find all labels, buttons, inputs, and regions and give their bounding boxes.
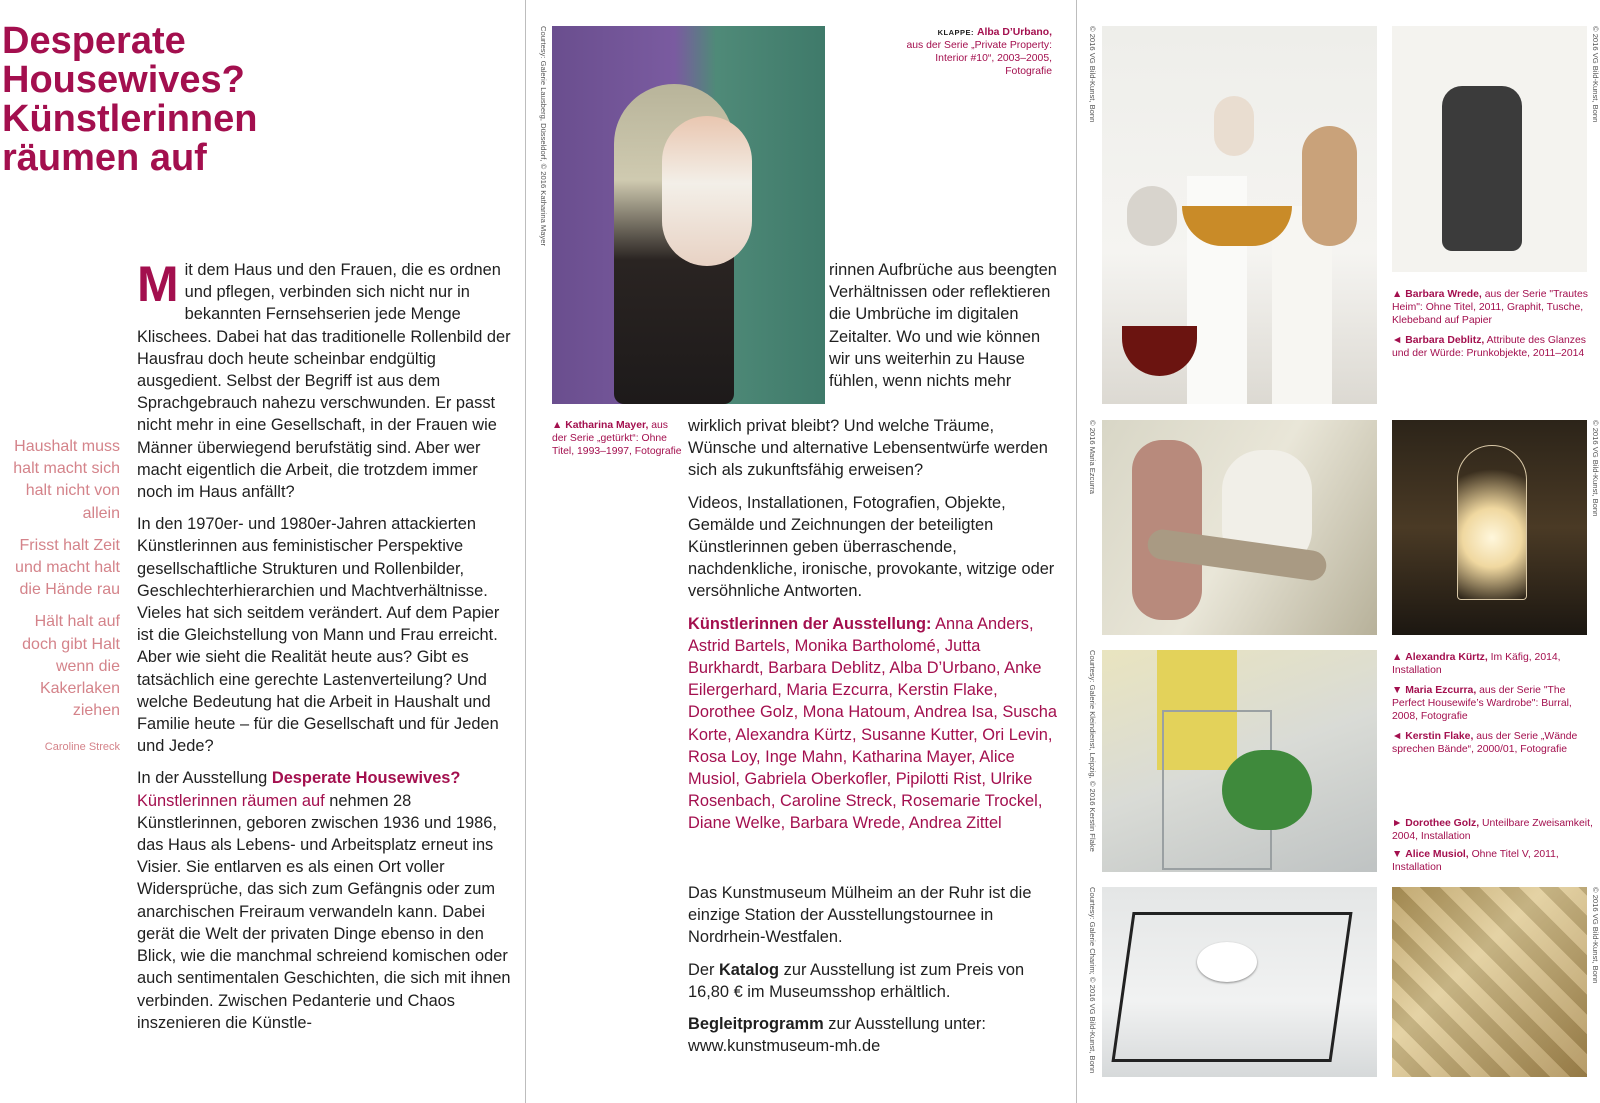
exhibition-subtitle: Künstlerinnen räumen auf: [137, 791, 325, 810]
photo-paint-can: [1222, 750, 1312, 830]
paragraph-text: Der: [688, 960, 719, 979]
pull-quote: Haushalt muss halt macht sich halt nicht von allein: [13, 438, 120, 522]
caption-artist-name: Alice Musiol,: [1405, 849, 1469, 860]
catalog-label: Katalog: [718, 960, 780, 979]
caption-item: [1392, 817, 1597, 843]
photo-kerstin-flake: [1102, 650, 1377, 872]
artists-paragraph: [688, 613, 1060, 835]
caption-artist-name: Kerstin Flake,: [1405, 731, 1474, 742]
article-paragraph-5: Das Kunstmuseum Mülheim an der Ruhr ist die einzige Station der Ausstellungstournee in Nordrhein-Westfalen.: [688, 884, 1032, 947]
article-column-2-bottom: [688, 882, 1060, 1067]
photo-maria-ezcurra: [1102, 420, 1377, 635]
photo-figure-child: [662, 116, 752, 266]
photo-credit: © 2016 VG Bild-Kunst, Bonn: [1591, 420, 1600, 517]
caption-text: Unteilbare Zweisamkeit, 2004, Installation: [1392, 818, 1593, 842]
artists-label: Künstlerinnen der Ausstellung:: [688, 614, 932, 633]
caption-text: aus der Serie "Trautes Heim": Ohne Titel, 2011, Graphit, Tusche, Klebeband auf Papier: [1392, 289, 1588, 326]
photo-barbara-deblitz: [1102, 26, 1377, 404]
caption-text: aus der Serie "The Perfect Housewife’s Wardrobe": Burral, 2008, Fotografie: [1392, 685, 1572, 722]
caption-marker-left-icon: ◄: [1392, 335, 1403, 346]
article-paragraph-6: [688, 959, 1060, 1003]
drop-cap: M: [137, 256, 179, 312]
caption-text: Attribute des Glanzes und der Würde: Prunkobjekte, 2011–2014: [1392, 335, 1586, 359]
photo-credit: Courtesy: Galerie Lausberg, Düsseldorf, © 2016 Katharina Mayer: [539, 26, 548, 247]
caption-artist-name: Barbara Deblitz,: [1405, 335, 1485, 346]
photo-dorothee-golz: [1102, 887, 1377, 1077]
caption-artist-name: Alexandra Kürtz,: [1405, 652, 1488, 663]
photo-barbara-wrede: [1392, 26, 1587, 272]
caption-marker-down-icon: ▼: [1392, 849, 1403, 860]
pull-quote: Hält halt auf doch gibt Halt wenn die Kakerlaken ziehen: [22, 613, 120, 720]
title-line-1: Desperate: [2, 20, 186, 62]
caption-mayer: [552, 419, 682, 458]
exhibition-title: Desperate Housewives?: [271, 769, 461, 788]
museum-url[interactable]: www.kunstmuseum-mh.de: [688, 1037, 881, 1056]
photo-table-frame: [1111, 912, 1352, 1062]
article-column-2: [688, 415, 1060, 845]
caption-marker-up-icon: ▲: [552, 420, 563, 431]
subtitle-line-2: räumen auf: [2, 137, 207, 179]
photo-alexandra-kurtz: [1392, 420, 1587, 635]
quote-author: Caroline Streck: [44, 741, 120, 754]
photo-object-bowl: [1122, 326, 1197, 376]
subtitle-line-1: Künstlerinnen: [2, 98, 258, 140]
pull-quote: Frisst halt Zeit und macht halt die Hände rau: [15, 536, 120, 599]
page-title: [2, 22, 257, 178]
photo-credit: © 2016 VG Bild-Kunst, Bonn: [1088, 26, 1097, 123]
caption-text: Im Käfig, 2014, Installation: [1392, 652, 1561, 676]
caption-item: [1392, 288, 1592, 327]
caption-group-right-1: [1392, 288, 1592, 367]
paragraph-text: zur Ausstellung ist zum Preis von 16,80 € im Museumsshop erhältlich.: [688, 960, 1025, 1001]
program-label: Begleitprogramm: [688, 1015, 824, 1034]
caption-klappe: [900, 26, 1052, 78]
paragraph-text: In der Ausstellung: [137, 769, 272, 788]
caption-item: [1392, 730, 1597, 756]
page-divider-right: [1076, 0, 1077, 1103]
article-column-2-top: [829, 259, 1059, 402]
photo-credit: © 2016 VG Bild-Kunst, Bonn: [1591, 887, 1600, 984]
caption-text: aus der Serie „Wände sprechen Bände“, 2000/01, Fotografie: [1392, 731, 1578, 755]
article-paragraph-3-end: wirklich privat bleibt? Und welche Träume, Wünsche und alternative Lebensentwürfe werden sich als zukunftsfähig erweisen?: [688, 417, 1048, 480]
caption-artist-name: Katharina Mayer,: [565, 420, 649, 431]
caption-group-right-3: [1392, 817, 1597, 879]
caption-marker-up-icon: ▲: [1392, 652, 1403, 663]
caption-text: aus der Serie „getürkt“: Ohne Titel, 1993–1997, Fotografie: [552, 420, 682, 457]
photo-credit: © 2016 Maria Ezcurra: [1088, 420, 1097, 494]
article-paragraph-3-cont: rinnen Aufbrüche aus beengten Verhältnissen oder reflektieren die Umbrüche im digitalen Zeitalter. Wo und wie können wir uns weiterhin zu Hause fühlen, wenn nichts mehr: [829, 261, 1057, 391]
photo-plate: [1197, 942, 1257, 982]
page-divider-left: [525, 0, 526, 1103]
photo-object-bust: [1214, 96, 1254, 156]
caption-text: aus der Serie „Private Property: Interior #10“, 2003–2005, Fotografie: [906, 40, 1052, 77]
paragraph-text: it dem Haus und den Frauen, die es ordnen und pflegen, verbinden sich nicht nur in bekannten Fernsehserien jede Menge Klischees. Dabei hat das traditionelle Rollenbild der Hausfrau doch heute scheinbar endgültig ausgedient. Selbst der Begriff ist aus dem Sprachgebrauch nahezu verschwunden. Er passt nicht mehr in eine Gesellschaft, in der Frauen wie Männer überwiegend berufstätig sind. Aber wer macht eigentlich die Arbeit, die trotzdem immer noch im Haus anfällt?: [137, 261, 511, 502]
photo-credit: Courtesy: Galerie Charim; © 2016 VG Bild-Kunst, Bonn: [1088, 887, 1097, 1074]
caption-item: [1392, 684, 1597, 723]
photo-alice-musiol: [1392, 887, 1587, 1077]
photo-birdcage: [1457, 445, 1527, 600]
caption-item: [1392, 651, 1597, 677]
article-paragraph-2: In den 1970er- und 1980er-Jahren attackierten Künstlerinnen aus feministischer Perspektive gesellschaftliche Strukturen und Rollenbilder, Geschlechterhierarchien und Machtverhältnisse. Vieles hat sich seitdem verändert. Auf dem Papier ist die Gleichstellung von Mann und Frau erreicht. Aber wie sieht die Realität heute aus? Gibt es tatsächlich eine gerechte Lastenverteilung? Und welche Bedeutung hat die Arbeit in Haushalt und Familie heute – für die Gesellschaft und für Jeden und Jede?: [137, 515, 500, 756]
caption-klappe-label: KLAPPE:: [937, 28, 975, 37]
photo-credit: © 2016 VG Bild-Kunst, Bonn: [1591, 26, 1600, 123]
paragraph-text: zur Ausstellung unter:: [823, 1015, 986, 1034]
artists-list: Anna Anders, Astrid Bartels, Monika Bartholomé, Jutta Burkhardt, Barbara Deblitz, Alba D’Urbano, Anke Eilergerhard, Maria Ezcurra, Kerstin Flake, Dorothee Golz, Mona Hatoum, Andrea Isa, Suscha Korte, Alexandra Kürtz, Susanne Kutter, Ori Levin, Rosa Loy, Inge Mahn, Katharina Mayer, Alice Musiol, Gabriela Oberkofler, Pipilotti Rist, Ulrike Rosenbach, Caroline Streck, Rosemarie Trockel, Diane Welke, Barbara Wrede, Andrea Zittel: [688, 614, 1057, 833]
photo-katharina-mayer: [552, 26, 825, 404]
photo-object-figure: [1302, 126, 1357, 246]
caption-item: [1392, 848, 1597, 874]
photo-object-bust: [1127, 186, 1177, 246]
caption-group-right-2: [1392, 651, 1597, 763]
paragraph-text: nehmen 28 Künstlerinnen, geboren zwischen 1936 und 1986, das Haus als Lebens- und Arbeitsplatz erneut ins Visier. Sie entlarven es als einen Ort voller Widersprüche, das sich zum Gefängnis oder zum anarchischen Freiraum verwandeln kann. Dabei gerät die Welt der privaten Dinge ebenso in den Blick, wie die manchmal schreiend komischen oder auch sentimentalen Geschichten, die sich mit ihnen verbinden. Zwischen Pedanterie und Chaos inszenieren die Künstle-: [137, 791, 511, 1032]
caption-marker-right-icon: ►: [1392, 818, 1403, 829]
article-paragraph-3: [137, 767, 512, 1033]
caption-marker-down-icon: ▼: [1392, 685, 1403, 696]
caption-text: Ohne Titel V, 2011, Installation: [1392, 849, 1559, 873]
photo-drawing-dress: [1442, 86, 1522, 251]
article-paragraph-7: [688, 1013, 1060, 1057]
caption-marker-up-icon: ▲: [1392, 289, 1403, 300]
caption-artist-name: Barbara Wrede,: [1405, 289, 1482, 300]
article-paragraph-4: Videos, Installationen, Fotografien, Objekte, Gemälde und Zeichnungen der beteiligten Künstlerinnen geben überraschende, nachdenkliche, ironische, provokante, witzige oder versöhnliche Antworten.: [688, 493, 1055, 601]
pull-quotes: [0, 436, 120, 759]
title-line-2: Housewives?: [2, 59, 245, 101]
caption-marker-left-icon: ◄: [1392, 731, 1403, 742]
photo-credit: Courtesy: Galerie Kleindienst, Leipzig, © 2016 Kerstin Flake: [1088, 650, 1097, 852]
caption-artist-name: Dorothee Golz,: [1405, 818, 1480, 829]
caption-artist-name: Alba D’Urbano,: [976, 27, 1052, 38]
article-paragraph-1: [137, 256, 512, 503]
photo-houses-pattern: [1392, 887, 1587, 1077]
caption-item: [1392, 334, 1592, 360]
caption-artist-name: Maria Ezcurra,: [1405, 685, 1477, 696]
article-column-1: [137, 256, 512, 1044]
